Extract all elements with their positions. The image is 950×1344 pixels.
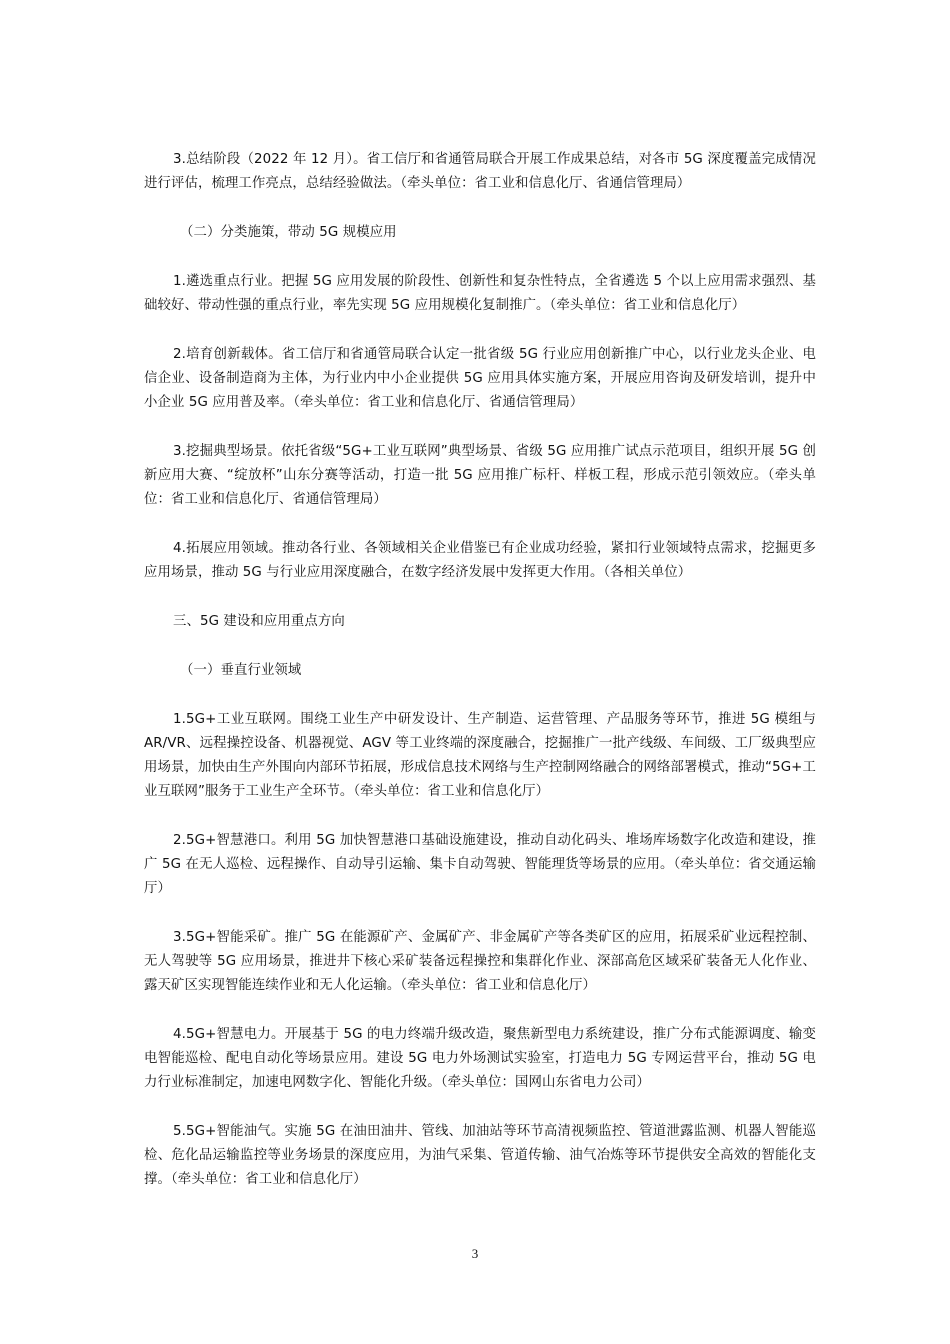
document-body: [144, 148, 816, 1217]
paragraph-smart-mining: 3.5G+智能采矿。推广 5G 在能源矿产、金属矿产、非金属矿产等各类矿区的应用，拓展采矿业远程控制、无人驾驶等 5G 应用场景，推进井下核心采矿装备远程操控和集群化作业、深部高危区域采矿装备无人化作业、露天矿区实现智能连续作业和无人化运输。（牵头单位：省工业和信息化厅）: [144, 930, 816, 993]
page-number: 3: [471, 1246, 479, 1261]
paragraph-innovation-carriers: 2.培育创新载体。省工信厅和省通管局联合认定一批省级 5G 行业应用创新推广中心，以行业龙头企业、电信企业、设备制造商为主体，为行业内中小企业提供 5G 应用具体实施方案，开展应用咨询及研发培训，提升中小企业 5G 应用普及率。（牵头单位：省工业和信息化厅、省通信管理局）: [144, 347, 816, 410]
paragraph-select-industries: 1.遴选重点行业。把握 5G 应用发展的阶段性、创新性和复杂性特点，全省遴选 5 个以上应用需求强烈、基础较好、带动性强的重点行业，率先实现 5G 应用规模化复制推广。（牵头单位：省工业和信息化厅）: [144, 274, 816, 313]
chapter-heading-key-directions: 三、5G 建设和应用重点方向: [173, 614, 345, 629]
section-heading-classified-measures: （二）分类施策，带动 5G 规模应用: [180, 225, 397, 240]
paragraph-smart-oil-gas: 5.5G+智能油气。实施 5G 在油田油井、管线、加油站等环节高清视频监控、管道泄露监测、机器人智能巡检、危化品运输监控等业务场景的深度应用，为油气采集、管道传输、油气冶炼等环节提供安全高效的智能化支撑。（牵头单位：省工业和信息化厅）: [144, 1124, 816, 1187]
paragraph-smart-port: 2.5G+智慧港口。利用 5G 加快智慧港口基础设施建设，推动自动化码头、堆场库场数字化改造和建设，推广 5G 在无人巡检、远程操作、自动导引运输、集卡自动驾驶、智能理货等场景的应用。（牵头单位：省交通运输厅）: [144, 833, 816, 896]
paragraph-typical-scenarios: 3.挖掘典型场景。依托省级“5G+工业互联网”典型场景、省级 5G 应用推广试点示范项目，组织开展 5G 创新应用大赛、“绽放杯”山东分赛等活动，打造一批 5G 应用推广标杆、样板工程，形成示范引领效应。（牵头单位：省工业和信息化厅、省通信管理局）: [144, 444, 816, 507]
section-heading-vertical-industries: （一）垂直行业领域: [180, 663, 302, 678]
paragraph-expand-applications: 4.拓展应用领域。推动各行业、各领域相关企业借鉴已有企业成功经验，紧扣行业领域特点需求，挖掘更多应用场景，推动 5G 与行业应用深度融合，在数字经济发展中发挥更大作用。（各相关单位）: [144, 541, 816, 580]
paragraph-smart-power: 4.5G+智慧电力。开展基于 5G 的电力终端升级改造，聚焦新型电力系统建设，推广分布式能源调度、输变电智能巡检、配电自动化等场景应用。建设 5G 电力外场测试实验室，打造电力 5G 专网运营平台，推动 5G 电力行业标准制定，加速电网数字化、智能化升级。（牵头单位：国网山东省电力公司）: [144, 1027, 816, 1090]
paragraph-industrial-internet: 1.5G+工业互联网。围绕工业生产中研发设计、生产制造、运营管理、产品服务等环节，推进 5G 模组与 AR/VR、远程操控设备、机器视觉、AGV 等工业终端的深度融合，挖掘推广一批产线级、车间级、工厂级典型应用场景，加快由生产外围向内部环节拓展，形成信息技术网络与生产控制网络融合的网络部署模式，推动“5G+工业互联网”服务于工业生产全环节。（牵头单位：省工业和信息化厅）: [144, 712, 816, 799]
paragraph-summary-stage: 3.总结阶段（2022 年 12 月）。省工信厅和省通管局联合开展工作成果总结，对各市 5G 深度覆盖完成情况进行评估，梳理工作亮点，总结经验做法。（牵头单位：省工业和信息化厅、省通信管理局）: [144, 152, 816, 191]
